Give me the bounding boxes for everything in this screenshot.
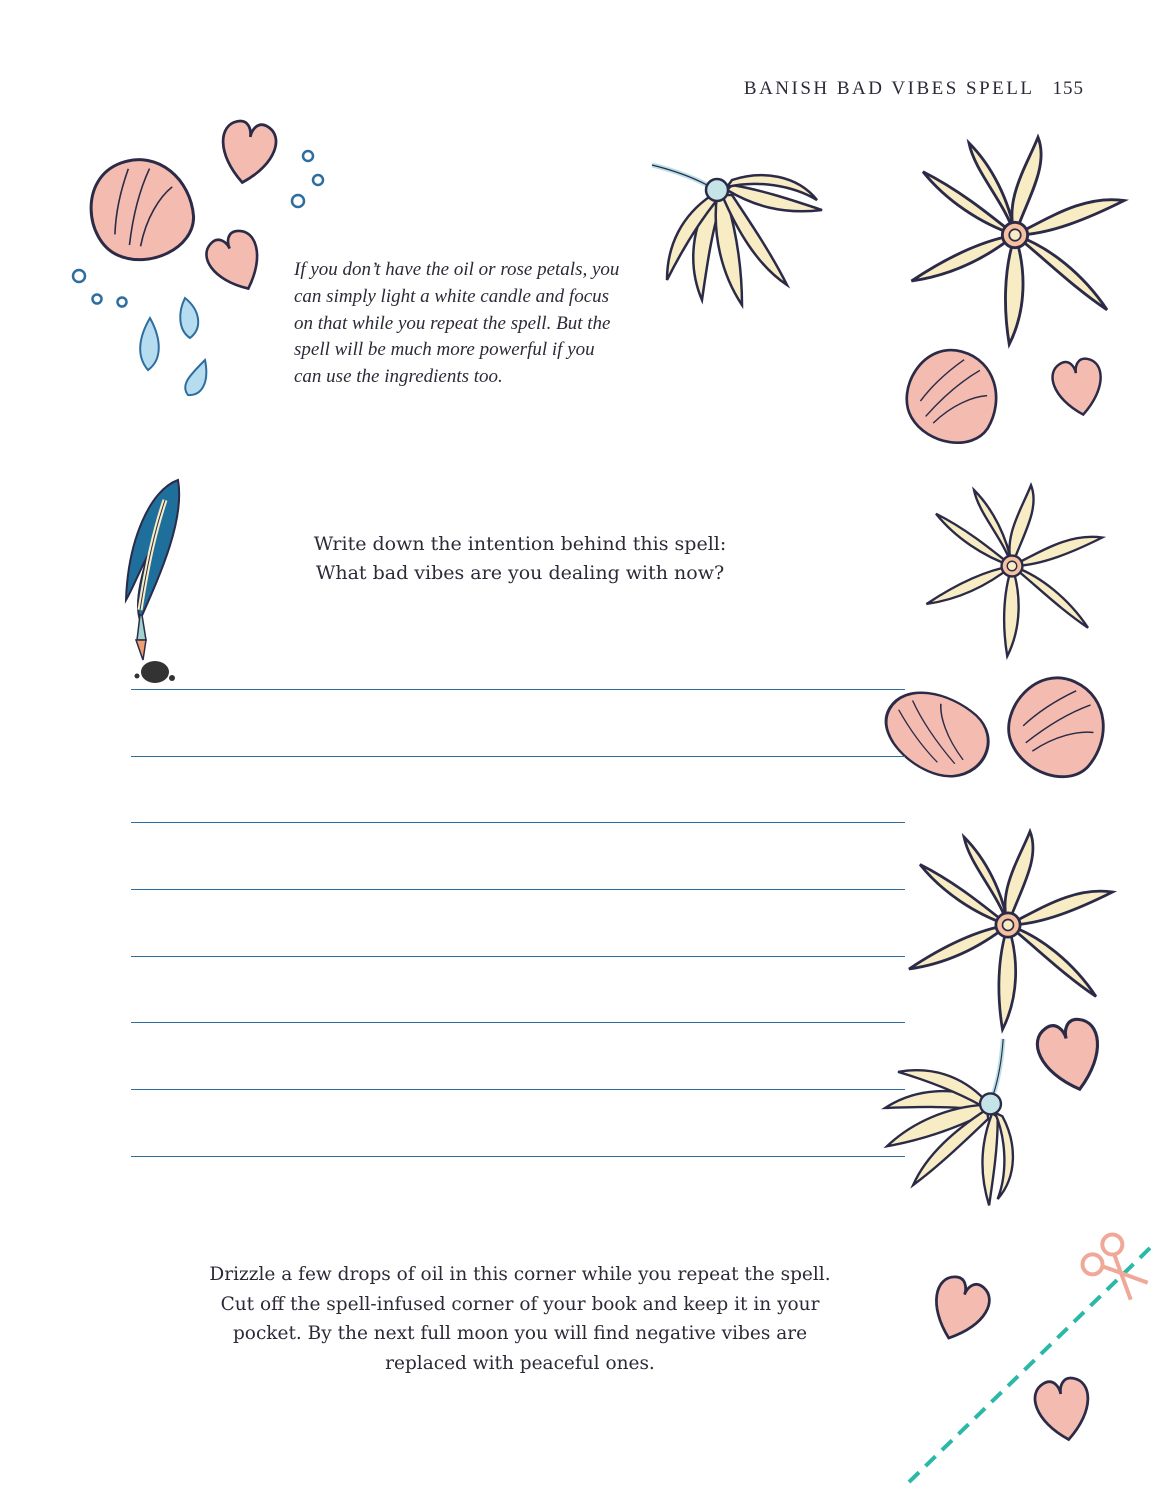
page-number: 155	[1052, 78, 1084, 99]
heart-icon	[201, 226, 271, 300]
scissors-icon	[1078, 1230, 1152, 1308]
writing-line[interactable]	[131, 756, 905, 823]
ylang-flower-icon	[652, 165, 822, 305]
instructions-line-4: replaced with peaceful ones.	[385, 1352, 655, 1374]
writing-line[interactable]	[131, 1089, 905, 1156]
prompt-line-1: Write down the intention behind this spell:	[313, 533, 727, 555]
heart-icon	[1032, 1375, 1095, 1444]
writing-line[interactable]	[131, 689, 905, 756]
writing-line[interactable]	[131, 1022, 905, 1089]
running-header	[744, 78, 1084, 100]
ylang-flower-icon	[912, 137, 1125, 344]
writing-prompt	[240, 530, 800, 588]
instructions-line-1: Drizzle a few drops of oil in this corner while you repeat the spell.	[209, 1264, 831, 1285]
heart-icon	[924, 1272, 994, 1347]
writing-line[interactable]	[131, 889, 905, 956]
side-note: If you don’t have the oil or rose petals, you can simply light a white candle and focus on that while you repeat the spell. But the spell will be much more powerful if you can use the ingredients too.	[294, 259, 620, 388]
ylang-flower-icon	[909, 832, 1113, 1030]
writing-lines[interactable]	[131, 689, 905, 1158]
chapter-title: BANISH BAD VIBES SPELL	[743, 78, 1035, 99]
feather-quill-icon	[126, 480, 179, 683]
ylang-flower-icon	[927, 485, 1103, 656]
rose-petal-icon	[77, 145, 205, 274]
heart-icon	[1033, 1015, 1109, 1097]
writing-line[interactable]	[131, 956, 905, 1023]
instructions-line-3: pocket. By the next full moon you will find negative vibes are	[232, 1323, 808, 1344]
spell-instructions	[150, 1260, 890, 1378]
heart-icon	[1050, 356, 1107, 418]
instructions-line-2: Cut off the spell-infused corner of your book and keep it in your	[220, 1293, 820, 1315]
prompt-line-2: What bad vibes are you dealing with now?	[315, 562, 725, 584]
writing-line[interactable]	[131, 1156, 905, 1158]
rose-petal-icon	[897, 341, 1007, 452]
rose-petal-icon	[994, 663, 1120, 790]
heart-icon	[216, 118, 279, 187]
writing-line[interactable]	[131, 822, 905, 889]
water-drop-icon	[140, 298, 206, 395]
